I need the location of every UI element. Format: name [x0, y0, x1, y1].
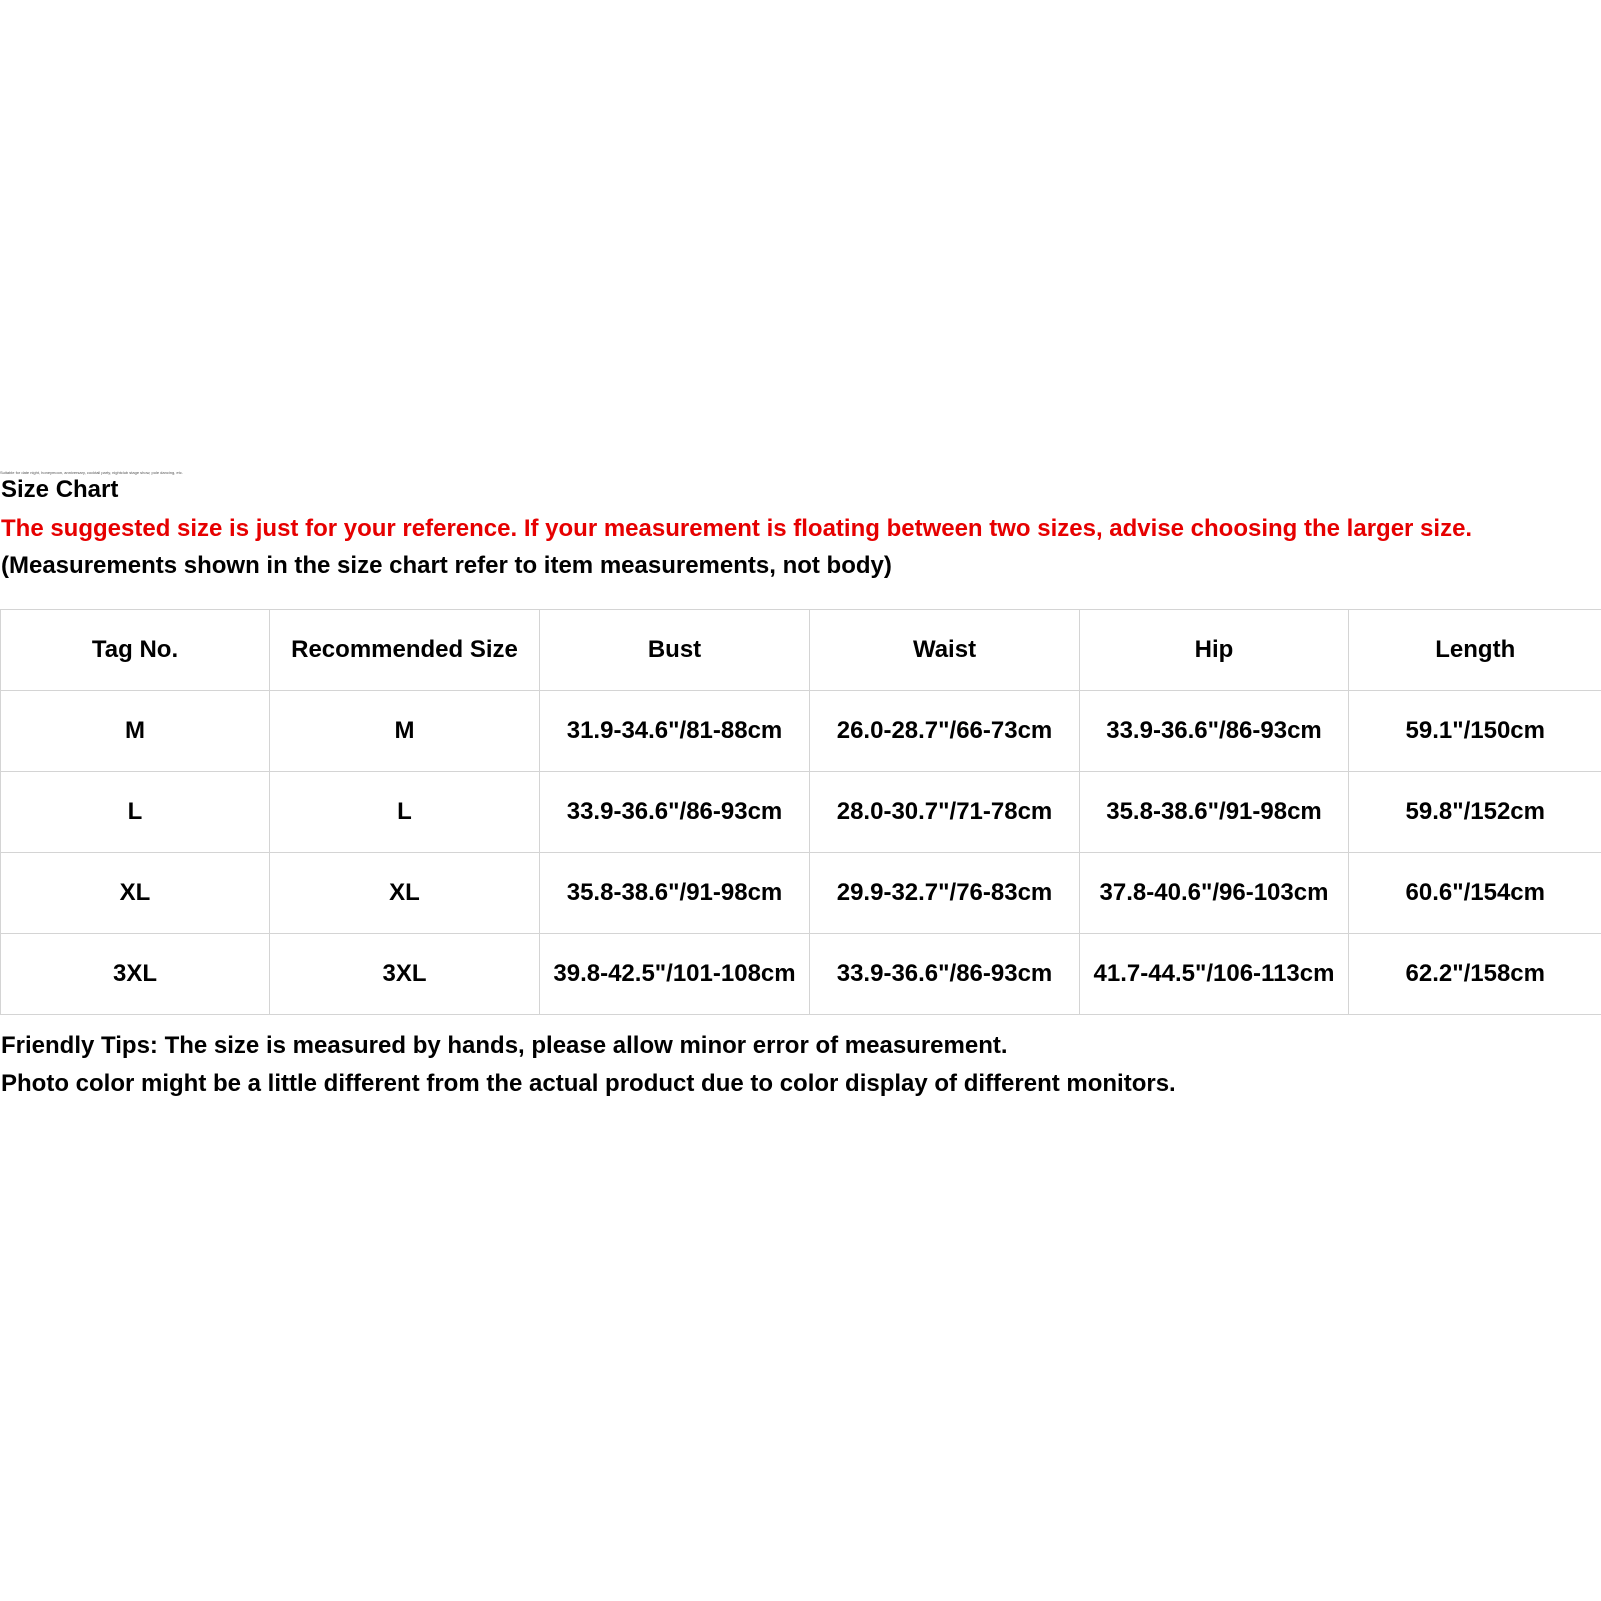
cell-tag-no: M [1, 691, 270, 772]
cell-bust: 35.8-38.6"/91-98cm [540, 853, 810, 934]
size-table [0, 609, 1601, 1015]
cell-waist: 29.9-32.7"/76-83cm [810, 853, 1080, 934]
cell-bust: 39.8-42.5"/101-108cm [540, 934, 810, 1015]
cell-recommended-size: L [270, 772, 540, 853]
cell-recommended-size: 3XL [270, 934, 540, 1015]
header-waist: Waist [810, 610, 1080, 691]
cell-tag-no: L [1, 772, 270, 853]
table-row [1, 934, 1601, 1015]
cell-tag-no: XL [1, 853, 270, 934]
cell-length: 60.6"/154cm [1349, 853, 1601, 934]
cell-bust: 31.9-34.6"/81-88cm [540, 691, 810, 772]
table-row [1, 691, 1601, 772]
table-row [1, 853, 1601, 934]
table-header-row [1, 610, 1601, 691]
size-chart-title: Size Chart [1, 476, 119, 503]
tips-section [0, 1031, 1601, 1099]
header-length: Length [1349, 610, 1601, 691]
table-row [1, 772, 1601, 853]
cell-waist: 26.0-28.7"/66-73cm [810, 691, 1080, 772]
friendly-tip: Friendly Tips: The size is measured by hands, please allow minor error of measurement. [1, 1032, 1008, 1059]
cell-hip: 33.9-36.6"/86-93cm [1080, 691, 1349, 772]
size-notice: The suggested size is just for your reference. If your measurement is floating between two sizes, advise choosing the larger size. [1, 515, 1473, 542]
header-tag-no: Tag No. [1, 610, 270, 691]
cell-waist: 28.0-30.7"/71-78cm [810, 772, 1080, 853]
fine-print: Suitable for date night, honeymoon, anniversary, cocktail party, nightclub stage show, pole dancing, etc. [0, 471, 183, 475]
cell-hip: 35.8-38.6"/91-98cm [1080, 772, 1349, 853]
cell-hip: 37.8-40.6"/96-103cm [1080, 853, 1349, 934]
cell-waist: 33.9-36.6"/86-93cm [810, 934, 1080, 1015]
color-disclaimer: Photo color might be a little different from the actual product due to color display of different monitors. [1, 1070, 1176, 1097]
header-recommended-size: Recommended Size [270, 610, 540, 691]
size-chart-document [0, 471, 1601, 1097]
cell-recommended-size: XL [270, 853, 540, 934]
cell-bust: 33.9-36.6"/86-93cm [540, 772, 810, 853]
cell-length: 59.8"/152cm [1349, 772, 1601, 853]
cell-length: 59.1"/150cm [1349, 691, 1601, 772]
cell-length: 62.2"/158cm [1349, 934, 1601, 1015]
cell-recommended-size: M [270, 691, 540, 772]
measurement-note: (Measurements shown in the size chart refer to item measurements, not body) [1, 552, 892, 579]
header-bust: Bust [540, 610, 810, 691]
cell-tag-no: 3XL [1, 934, 270, 1015]
header-hip: Hip [1080, 610, 1349, 691]
cell-hip: 41.7-44.5"/106-113cm [1080, 934, 1349, 1015]
